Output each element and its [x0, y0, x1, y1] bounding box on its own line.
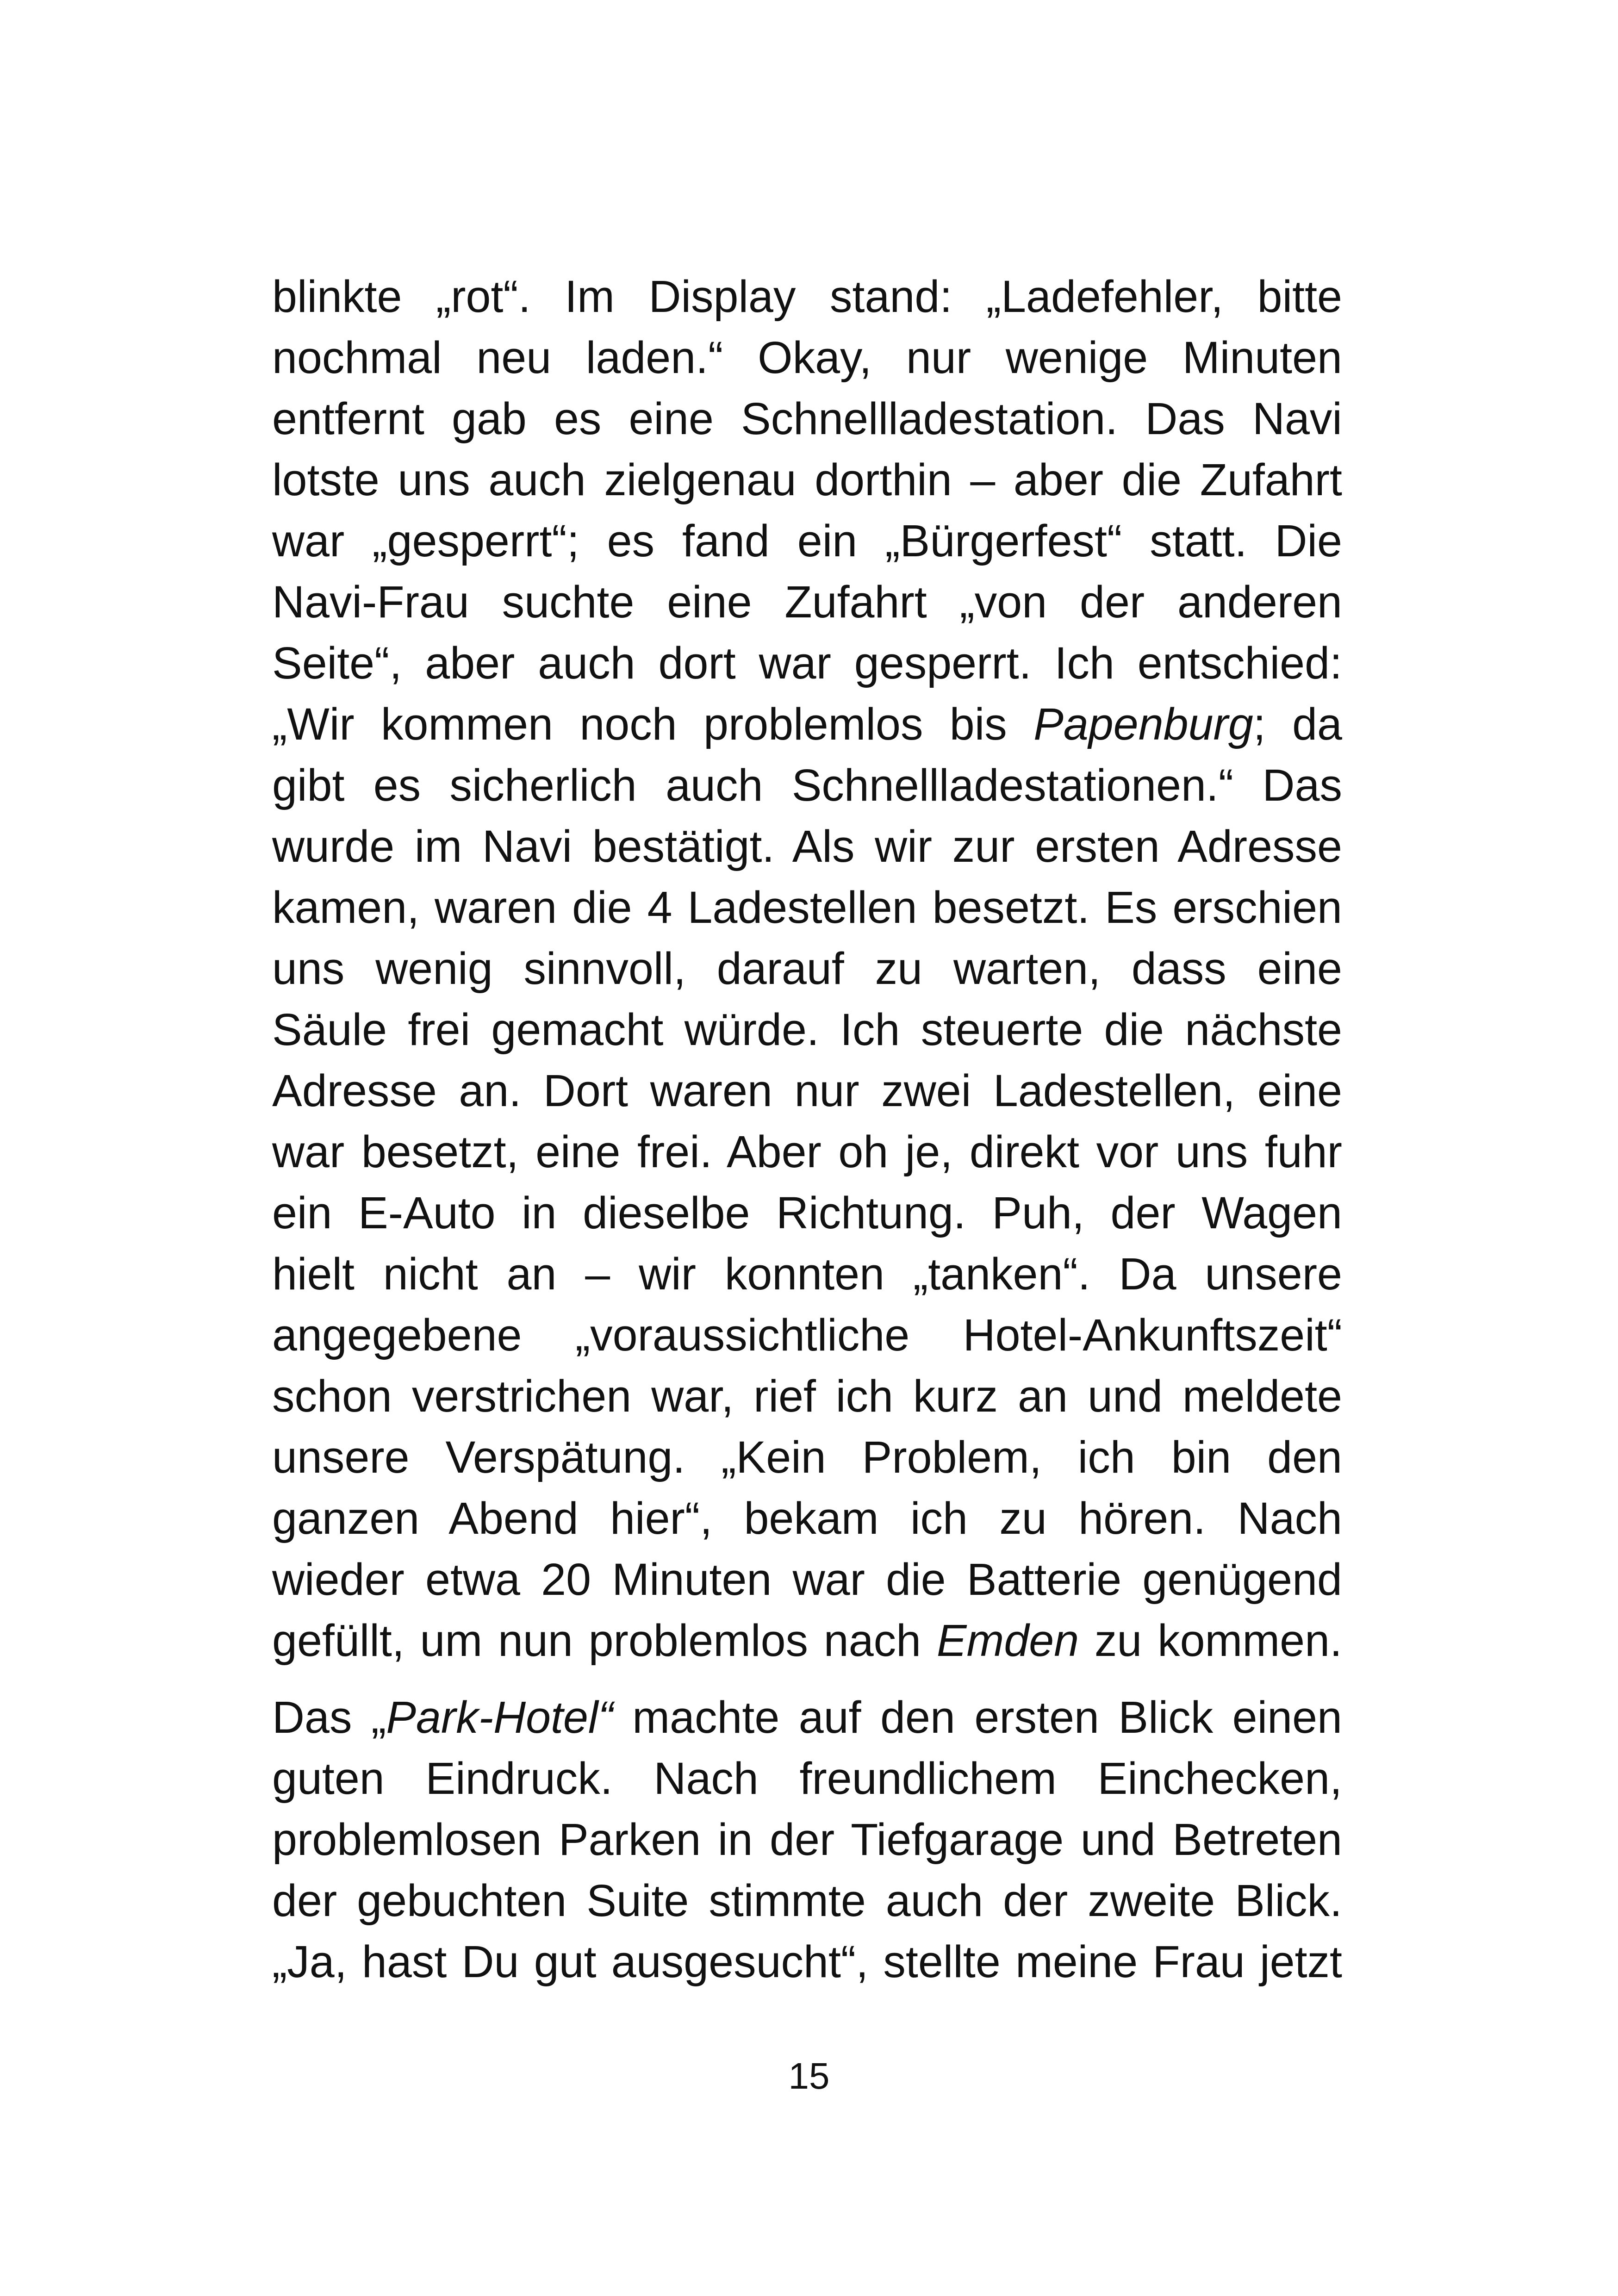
- text-segment: machte auf den ersten Blick einen: [613, 1692, 1343, 1742]
- text-line: der gebuchten Suite stimmte auch der zweite Blick.: [272, 1875, 1342, 1926]
- text-line: [272, 694, 1342, 755]
- text-line: „Ja, hast Du gut ausgesucht“, stellte meine Frau jetzt: [272, 1936, 1342, 1987]
- text-segment: „Wir kommen noch problemlos bis: [272, 699, 1034, 749]
- text-line: gibt es sicherlich auch Schnellladestationen.“ Das: [272, 760, 1342, 810]
- text-line: wieder etwa 20 Minuten war die Batterie genügend: [272, 1554, 1342, 1605]
- text-segment: zu kommen.: [1079, 1615, 1342, 1666]
- body-text: [272, 266, 1342, 1992]
- text-line: wurde im Navi bestätigt. Als wir zur ersten Adresse: [272, 821, 1342, 871]
- text-line: entfernt gab es eine Schnellladestation. Das Navi: [272, 393, 1342, 444]
- paragraph-gap: [272, 1671, 1342, 1687]
- text-line: Adresse an. Dort waren nur zwei Ladestellen, eine: [272, 1065, 1342, 1116]
- text-line: angegebene „voraussichtliche Hotel-Ankunftszeit“: [272, 1310, 1342, 1360]
- text-line: blinkte „rot“. Im Display stand: „Ladefehler, bitte: [272, 271, 1342, 322]
- text-line: problemlosen Parken in der Tiefgarage und Betreten: [272, 1814, 1342, 1865]
- text-line: war „gesperrt“; es fand ein „Bürgerfest“ statt. Die: [272, 516, 1342, 566]
- text-line: Seite“, aber auch dort war gesperrt. Ich entschied:: [272, 638, 1342, 688]
- text-line: hielt nicht an – wir konnten „tanken“. Da unsere: [272, 1249, 1342, 1299]
- text-line: [272, 1687, 1342, 1748]
- text-line: nochmal neu laden.“ Okay, nur wenige Minuten: [272, 332, 1342, 383]
- place-name-italic: Emden: [936, 1615, 1079, 1666]
- text-line: ganzen Abend hier“, bekam ich zu hören. Nach: [272, 1493, 1342, 1543]
- text-line: unsere Verspätung. „Kein Problem, ich bin den: [272, 1432, 1342, 1482]
- text-segment: Das „: [272, 1692, 386, 1742]
- text-line: kamen, waren die 4 Ladestellen besetzt. Es erschien: [272, 882, 1342, 933]
- text-line: Navi-Frau suchte eine Zufahrt „von der anderen: [272, 577, 1342, 627]
- hotel-name-italic: Park-Hotel“: [386, 1692, 613, 1742]
- text-line: lotste uns auch zielgenau dorthin – aber die Zufahrt: [272, 454, 1342, 505]
- text-segment: gefüllt, um nun problemlos nach: [272, 1615, 937, 1666]
- text-line: [272, 1610, 1342, 1671]
- text-line: war besetzt, eine frei. Aber oh je, direkt vor uns fuhr: [272, 1126, 1342, 1177]
- text-line: guten Eindruck. Nach freundlichem Einchecken,: [272, 1753, 1342, 1804]
- place-name-italic: Papenburg: [1033, 699, 1253, 749]
- text-line: Säule frei gemacht würde. Ich steuerte die nächste: [272, 1004, 1342, 1055]
- page-number: 15: [788, 2055, 830, 2097]
- text-line: ein E-Auto in dieselbe Richtung. Puh, der Wagen: [272, 1188, 1342, 1238]
- text-line: schon verstrichen war, rief ich kurz an und meldete: [272, 1371, 1342, 1421]
- text-segment: ; da: [1253, 699, 1342, 749]
- text-line: uns wenig sinnvoll, darauf zu warten, dass eine: [272, 943, 1342, 994]
